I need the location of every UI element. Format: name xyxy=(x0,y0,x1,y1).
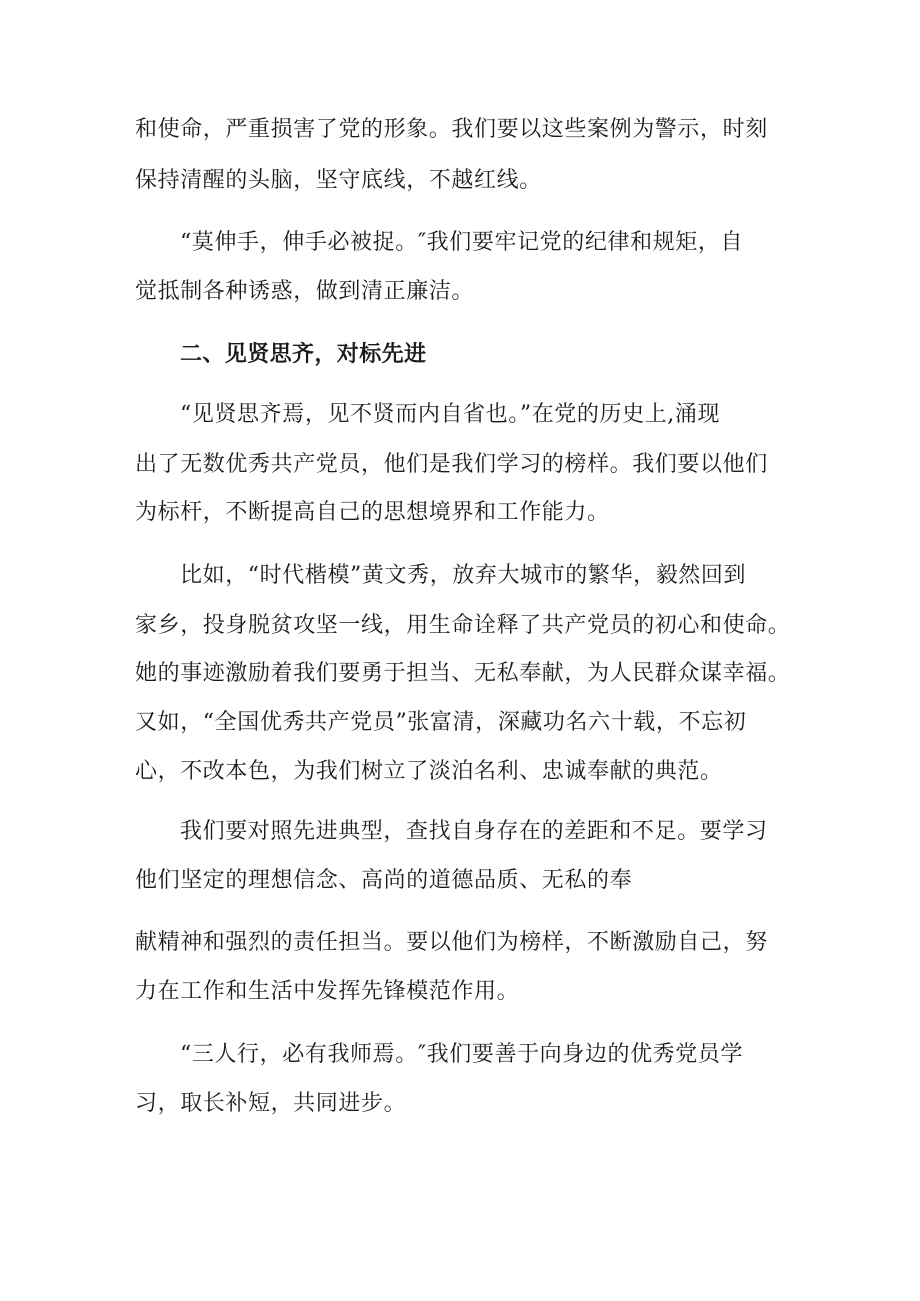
paragraph-line: 我们要对照先进典型，查找自身存在的差距和不足。要学习 xyxy=(180,819,768,844)
paragraph-line: 又如，“全国优秀共产党员”张富清，深藏功名六十载，不忘初 xyxy=(135,710,747,735)
paragraph-line: 家乡，投身脱贫攻坚一线，用生命诠释了共产党员的初心和使命。 xyxy=(135,613,791,638)
paragraph-line: 比如，“时代楷模”黄文秀，放弃大城市的繁华，毅然回到 xyxy=(180,563,747,588)
paragraph-line: 觉抵制各种诱惑，做到清正廉洁。 xyxy=(135,279,475,304)
paragraph-line: 力在工作和生活中发挥先锋模范作用。 xyxy=(135,979,520,1004)
paragraph-line: 保持清醒的头脑，坚守底线，不越红线。 xyxy=(135,168,542,193)
section-heading: 二、见贤思齐，对标先进 xyxy=(180,341,427,367)
paragraph-line: 她的事迹激励着我们要勇于担当、无私奉献，为人民群众谋幸福。 xyxy=(135,661,791,686)
paragraph-line: 和使命，严重损害了党的形象。我们要以这些案例为警示，时刻 xyxy=(135,117,768,142)
paragraph-line: 习，取长补短，共同进步。 xyxy=(135,1091,407,1116)
paragraph-line: 出了无数优秀共产党员，他们是我们学习的榜样。我们要以他们 xyxy=(135,452,768,477)
paragraph-line: 心，不改本色，为我们树立了淡泊名利、忠诚奉献的典范。 xyxy=(135,759,723,784)
paragraph-line: 他们坚定的理想信念、高尚的道德品质、无私的奉 xyxy=(135,868,633,893)
paragraph-line: “三人行，必有我师焉。″我们要善于向身边的优秀党员学 xyxy=(180,1042,744,1067)
paragraph-line: “莫伸手，伸手必被捉。″我们要牢记党的纪律和规矩，自 xyxy=(180,230,744,255)
paragraph-line: 献精神和强烈的责任担当。要以他们为榜样，不断激励自己，努 xyxy=(135,930,768,955)
paragraph-line: 为标杆，不断提高自己的思想境界和工作能力。 xyxy=(135,500,610,525)
paragraph-line: “见贤思齐焉，见不贤而内自省也。”在党的历史上,涌现 xyxy=(180,402,721,427)
